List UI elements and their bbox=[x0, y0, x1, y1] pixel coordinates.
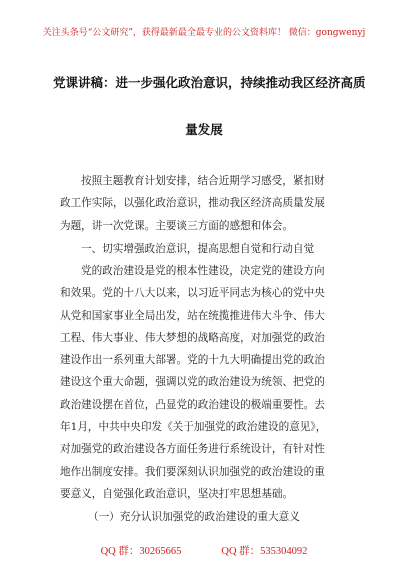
body-paragraph-2 bbox=[60, 260, 356, 505]
text-line: 对加强党的政治建设各方面任务进行系统设计，有针对性 bbox=[60, 443, 325, 456]
text-line: 为题，讲一次党课。主要谈三方面的感想和体会。 bbox=[60, 219, 294, 232]
text-line: 和效果。党的十八大以来，以习近平同志为核心的党中央 bbox=[60, 287, 325, 300]
document-title-line-1: 党课讲稿：进一步强化政治意识，持续推动我区经济高质 bbox=[53, 75, 366, 90]
text-line: 政治建设摆在首位，凸显党的政治建设的极端重要性。去 bbox=[60, 398, 325, 411]
text-line: 年1月，中共中央印发《关于加强党的政治建设的意见》， bbox=[60, 421, 327, 434]
footer-qq-group-2: QQ 群：535304092 bbox=[221, 546, 308, 557]
text-line: 按照主题教育计划安排，结合近期学习感受，紧扣财 bbox=[81, 175, 325, 187]
text-line: 要意义，自觉强化政治意识，坚决打牢思想基础。 bbox=[60, 487, 294, 500]
subsection-heading: （一）充分认识加强党的政治建设的重大意义 bbox=[88, 511, 300, 523]
footer-contact bbox=[0, 545, 408, 559]
section-1-heading bbox=[60, 238, 356, 260]
text-line: 地作出制度安排。我们要深刻认识加强党的政治建设的重 bbox=[60, 465, 325, 478]
text-line: 政工作实际，以强化政治意识，推动我区经济高质量发展 bbox=[60, 197, 325, 210]
text-line: 从党和国家事业全局出发，站在统揽推进伟大斗争、伟大 bbox=[60, 309, 325, 322]
promo-banner: 关注头条号“公文研究”，获得最新最全最专业的公文资料库！ 微信：gongwenyj bbox=[42, 28, 366, 38]
document-title-line-2: 量发展 bbox=[185, 122, 223, 137]
text-line: 党的政治建设是党的根本性建设，决定党的建设方向 bbox=[81, 265, 325, 277]
footer-qq-group-1: QQ 群：30265665 bbox=[100, 546, 182, 557]
text-line: 建设作出一系列重大部署。党的十九大明确提出党的政治 bbox=[60, 354, 325, 367]
text-line: 建设这个重大命题，强调以党的政治建设为统领、把党的 bbox=[60, 376, 325, 389]
intro-paragraph bbox=[60, 170, 356, 237]
section-heading-text: 一、切实增强政治意识，提高思想自觉和行动自觉 bbox=[81, 243, 315, 255]
text-line: 工程、伟大事业、伟大梦想的战略高度，对加强党的政治 bbox=[60, 331, 325, 344]
